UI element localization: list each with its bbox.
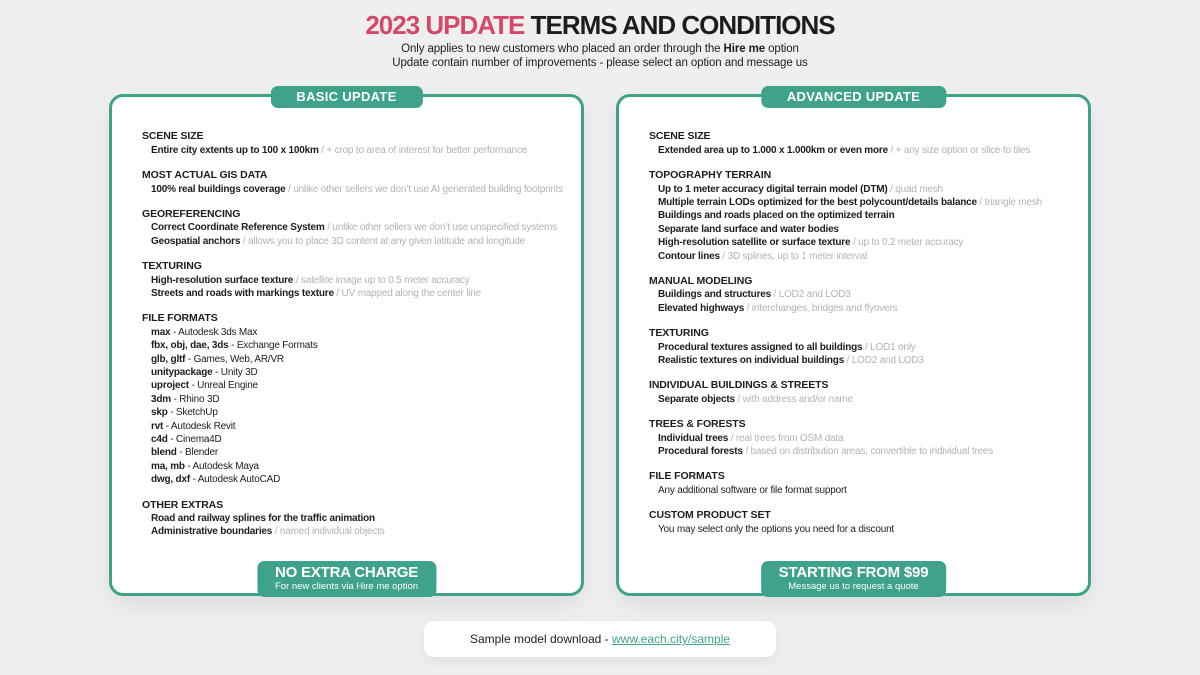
feature-item-lead: Elevated highways (658, 302, 745, 314)
feature-item-lead: Separate land surface and water bodies (658, 223, 839, 235)
feature-item-text: - SketchUp (167, 407, 218, 419)
section-heading: SCENE SIZE (142, 130, 204, 143)
feature-item (142, 420, 563, 433)
feature-item-text: - Autodesk 3ds Max (170, 326, 258, 338)
feature-section (649, 418, 1070, 458)
feature-item-lead: Individual trees (658, 432, 729, 444)
feature-item-text: - Unreal Engine (188, 380, 258, 392)
feature-item (142, 274, 563, 287)
panel-footer-badge (761, 561, 947, 597)
feature-item (142, 406, 563, 419)
feature-item-lead: Administrative boundaries (151, 526, 273, 538)
section-heading: CUSTOM PRODUCT SET (649, 509, 771, 522)
subtitle-line1-pre: Only applies to new customers who placed an order through the (401, 43, 724, 56)
feature-item (649, 196, 1070, 209)
section-heading: INDIVIDUAL BUILDINGS & STREETS (649, 379, 829, 392)
feature-item-text: - Autodesk Maya (184, 460, 259, 472)
feature-item-text: - Games, Web, AR/VR (185, 353, 284, 365)
feature-item (649, 183, 1070, 196)
feature-item-note: / allows you to place 3D content at any given latitude and longitude (240, 235, 525, 247)
feature-item-note: / real trees from OSM data (728, 432, 844, 444)
feature-item-lead: uproject (151, 380, 189, 392)
feature-item-lead: Buildings and structures (658, 289, 771, 301)
feature-item-lead: Correct Coordinate Reference System (151, 222, 325, 234)
feature-item-note: / satellite image up to 0.5 meter accuracy (293, 274, 470, 286)
feature-item-lead: Multiple terrain LODs optimized for the best polycount/details balance (658, 196, 977, 208)
feature-section (142, 499, 563, 539)
section-heading: TEXTURING (142, 260, 202, 273)
feature-item (649, 484, 1070, 497)
feature-item (649, 523, 1070, 536)
panel-title-badge: BASIC UPDATE (270, 86, 422, 108)
feature-item (142, 235, 563, 248)
feature-item-text: Any additional software or file format support (658, 484, 847, 496)
section-heading: OTHER EXTRAS (142, 498, 224, 511)
section-heading: TOPOGRAPHY TERRAIN (649, 169, 772, 182)
feature-item (142, 460, 563, 473)
panel-advanced-update (616, 89, 1091, 596)
sample-download-bar (424, 621, 776, 657)
page-subtitle (0, 42, 1200, 70)
feature-item (142, 473, 563, 486)
feature-item-note: / based on distribution areas, convertible to individual trees (742, 446, 994, 458)
feature-item-lead: Entire city extents up to 100 x 100km (151, 144, 319, 156)
feature-item-lead: glb, gltf (151, 353, 186, 365)
feature-item-lead: Procedural forests (658, 446, 743, 458)
feature-section (142, 130, 563, 157)
feature-item-text: - Rhino 3D (170, 393, 220, 405)
feature-item (142, 379, 563, 392)
section-heading: GEOREFERENCING (142, 207, 241, 220)
feature-item-note: / unlike other sellers we don’t use AI generated building footprints (285, 183, 563, 195)
section-heading: TREES & FORESTS (649, 418, 746, 431)
panel-footer-badge (257, 561, 436, 597)
feature-item-lead: skp (151, 407, 168, 419)
panel-basic-update (109, 89, 584, 596)
feature-item (649, 250, 1070, 263)
feature-item-note: / + crop to area of interest for better performance (318, 144, 528, 156)
sample-download-text: Sample model download - (469, 632, 613, 646)
feature-item-note: / quad mesh (887, 183, 943, 195)
feature-section (649, 509, 1070, 536)
feature-item (142, 339, 563, 352)
title-rest: TERMS AND CONDITIONS (524, 10, 835, 40)
feature-item (142, 183, 563, 196)
panel-sections (112, 97, 581, 539)
feature-item-note: / unlike other sellers we don’t use unspecified systems (324, 222, 557, 234)
feature-item (142, 144, 563, 157)
feature-item (142, 393, 563, 406)
feature-item-note: / with address and/or name (734, 393, 853, 405)
feature-section (649, 169, 1070, 263)
feature-item (649, 354, 1070, 367)
feature-item (649, 445, 1070, 458)
section-heading: SCENE SIZE (649, 130, 711, 143)
feature-item-note: / named individual objects (272, 526, 385, 538)
feature-item-text: - Autodesk Revit (163, 420, 236, 432)
feature-item-lead: Separate objects (658, 393, 735, 405)
title-accent: 2023 UPDATE (365, 10, 525, 40)
subtitle-line1-post: option (765, 43, 799, 56)
feature-section (142, 312, 563, 486)
feature-section (649, 470, 1070, 497)
feature-item-text: - Autodesk AutoCAD (189, 474, 281, 486)
feature-item (142, 433, 563, 446)
feature-item-lead: Buildings and roads placed on the optimized terrain (658, 210, 895, 222)
feature-item-lead: Geospatial anchors (151, 235, 241, 247)
panel-sections (619, 97, 1088, 536)
feature-item-note: / up to 0.2 meter accuracy (850, 237, 964, 249)
subtitle-line2: Update contain number of improvements - please select an option and message us (392, 57, 808, 70)
page-title (0, 12, 1200, 39)
feature-item-note: / triangle mesh (976, 196, 1042, 208)
feature-item-lead: 3dm (151, 393, 171, 405)
section-heading: MANUAL MODELING (649, 274, 753, 287)
feature-item-note: / + any size option or slice to tiles (887, 144, 1031, 156)
feature-item-lead: Contour lines (658, 250, 720, 262)
feature-item-lead: High-resolution satellite or surface texture (658, 237, 851, 249)
page-header (0, 0, 1200, 70)
feature-item (649, 144, 1070, 157)
panel-title-badge: ADVANCED UPDATE (761, 86, 946, 108)
feature-item-lead: c4d (151, 434, 168, 446)
feature-item (142, 366, 563, 379)
section-heading: FILE FORMATS (649, 470, 725, 483)
feature-item-lead: High-resolution surface texture (151, 274, 294, 286)
feature-item (649, 209, 1070, 222)
feature-item-lead: unitypackage (151, 367, 213, 379)
feature-section (142, 260, 563, 300)
feature-item (142, 446, 563, 459)
feature-item (142, 287, 563, 300)
feature-item (142, 525, 563, 538)
feature-item-lead: rvt (151, 420, 164, 432)
feature-item-lead: Procedural textures assigned to all buildings (658, 341, 863, 353)
feature-item-note: / LOD2 and LOD3 (844, 355, 924, 367)
feature-item-note: / LOD1 only (862, 341, 916, 353)
feature-item-lead: Extended area up to 1.000 x 1.000km or even more (658, 144, 888, 156)
feature-item (649, 223, 1070, 236)
section-heading: MOST ACTUAL GIS DATA (142, 169, 268, 182)
feature-item-note: / 3D splines, up to 1 meter interval (719, 250, 867, 262)
panels-container (0, 89, 1200, 596)
feature-item (649, 302, 1070, 315)
feature-item-lead: Up to 1 meter accuracy digital terrain model (DTM) (658, 183, 888, 195)
feature-section (649, 275, 1070, 315)
feature-item-lead: Realistic textures on individual buildings (658, 355, 845, 367)
sample-download-link[interactable]: www.each.city/sample (612, 632, 731, 646)
section-heading: FILE FORMATS (142, 312, 218, 325)
feature-item-text: You may select only the options you need for a discount (658, 523, 895, 535)
feature-item (142, 512, 563, 525)
feature-item-note: / interchanges, bridges and flyovers (744, 302, 898, 314)
feature-item-lead: 100% real buildings coverage (151, 183, 286, 195)
feature-item-text: - Unity 3D (212, 367, 258, 379)
feature-item (649, 393, 1070, 406)
feature-section (649, 327, 1070, 367)
feature-item-lead: fbx, obj, dae, 3ds (151, 340, 229, 352)
feature-section (142, 208, 563, 248)
footer-badge-subtitle: For new clients via Hire me option (274, 580, 419, 592)
feature-item (142, 326, 563, 339)
feature-item-note: / UV mapped along the center line (333, 287, 481, 299)
feature-item-text: - Blender (176, 447, 219, 459)
feature-item-lead: ma, mb (151, 460, 185, 472)
feature-item-lead: Road and railway splines for the traffic animation (151, 513, 375, 525)
feature-section (649, 130, 1070, 157)
feature-section (142, 169, 563, 196)
footer-badge-title: STARTING FROM $99 (778, 563, 929, 581)
feature-section (649, 379, 1070, 406)
feature-item (649, 288, 1070, 301)
subtitle-line1-bold: Hire me (723, 43, 766, 56)
footer-badge-subtitle: Message us to request a quote (788, 580, 919, 592)
feature-item-lead: Streets and roads with markings texture (151, 287, 334, 299)
feature-item-text: - Cinema4D (167, 434, 222, 446)
feature-item-text: - Exchange Formats (228, 340, 318, 352)
feature-item-lead: max (151, 326, 171, 338)
feature-item-lead: blend (151, 447, 177, 459)
section-heading: TEXTURING (649, 327, 709, 340)
feature-item-note: / LOD2 and LOD3 (771, 289, 851, 301)
feature-item (649, 236, 1070, 249)
feature-item (142, 353, 563, 366)
feature-item (649, 341, 1070, 354)
feature-item (649, 432, 1070, 445)
feature-item (142, 221, 563, 234)
footer-badge-title: NO EXTRA CHARGE (274, 563, 419, 581)
feature-item-lead: dwg, dxf (151, 474, 190, 486)
